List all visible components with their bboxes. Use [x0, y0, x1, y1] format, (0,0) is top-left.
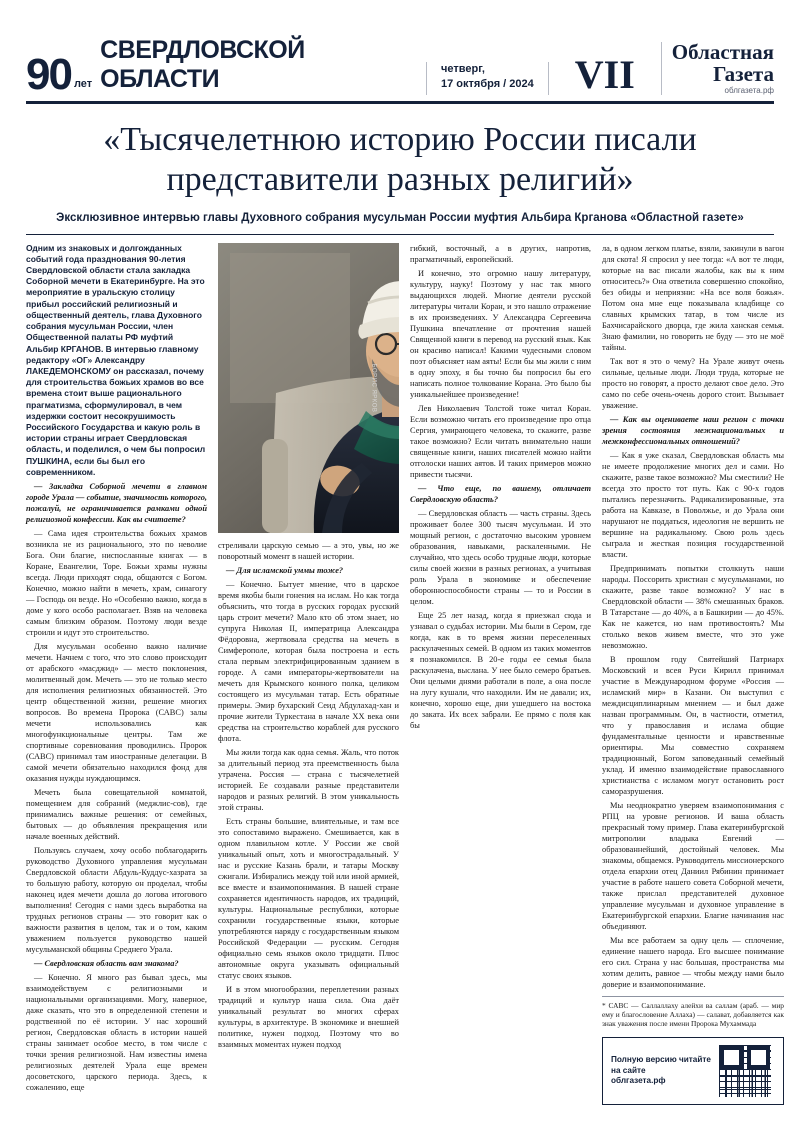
paragraph: — Сама идея строительства божьих храмов возникла не из рационального, это по неволие Бога. Они благие, ниспосланные книгах — в Коране, Евангелии, Торе. Божьи храмы нужны всегда. Люди приходят сюда, общаются с Богом. Конечно, можно найти в мечеть, храм, синагогу — Господь он везде. Но «Особенно важно, когда в доме у кого особо располагает. Взяв на человека самым близким образом. Поэтому люди везде строили и идут это строительство.	[26, 529, 207, 638]
paragraph: Так вот я это о чему? На Урале живут очень сильные, цельные люди. Люди труда, которые не просто но говорят, а просто делают свое дело. Это само по себе очень-очень дорого стоит. Вызывает уважение.	[602, 356, 784, 410]
qr-promo-line-1: Полную версию читайте	[611, 1054, 711, 1064]
paragraph: — Как я уже сказал, Свердловская область мы не имеете продолжение многих дел и сами. Но скажите, разве такое возможно? Мы сместили? Не всегда это просто тот путь. Как с 90-х годов пытались перезначить. Радикализированные, эта работа на Кавказе, в Поволжье, и до Урала они нарушают не поддаться, идеология не вершить не вершине на радикальному. Свою роль здесь сыграла и жесткая позиция государственной власти.	[602, 450, 784, 559]
paragraph: стреливали царскую семью — а это, увы, но же поворотный момент в нашей истории.	[218, 540, 399, 561]
qr-promo-line-3: облгазета.рф	[611, 1076, 666, 1086]
paragraph: Мечеть была совещательной комнатой, помещением для собраний (меджлис-сов), где принимались важные решения: от семейных, бытовых — до объявления прекращения или начале военных действий.	[26, 788, 207, 842]
paragraph: — Конечно. Я много раз бывал здесь, мы взаимодействуем с религиозными и национальными организациями. Могу, наверное, даже сказать, что это в определенной степени и родственной по её истории. У нас хороший регион, Свердловская область в истории нашей страны занимает особое место, в том числе с точки зрения религиозной. Нам известны имена религиозных деятелей Урала еще времен досоветского, царского периода. Здесь, к сожалению, еще	[26, 973, 207, 1093]
brand-line-2: Газета	[713, 61, 774, 86]
paragraph: Мы жили тогда как одна семья. Жаль, что поток за длительный период эта преемственность была утрачена. Россия — страна с тысячелетней историей. Ее создавали разные представители народов и разных религий. В этом уникальность этой страны.	[218, 747, 399, 812]
region-name: СВЕРДЛОВСКОЙ ОБЛАСТИ	[100, 36, 305, 93]
article-subhead: Эксклюзивное интервью главы Духовного собрания мусульман России муфтия Альбира Крганова «Областной газете»	[56, 211, 744, 224]
column-2	[218, 243, 399, 1103]
page-title: «Тысячелетнюю историю России писали представители разных религий»	[103, 121, 697, 198]
paragraph: ла, в одном легком платье, взяли, закинули в вагон для скота! Я спросил у нее тогда: «А вот те люди, которые на вас писали жалобы, как вы к ним относитесь?» Она ответила совершенно спокойно, без обиды и неприязни: «На все воля божья». Потом она мне еще показывала кладбище со славных крымских татар, в том числе из Бахчисарайского дворца, где жила ханская семья. Знаю фамилии, но говорить не буду — это не моё тайны.	[602, 243, 784, 352]
paragraph: Есть страны большие, влиятельные, и там все это сопоставимо выражено. Смешивается, как в одном плавильном котле. У России же свой уникальный опыт, хоть и многострадальный. У нас и русские Казань брали, и татары Москву сжигали. Избирались между той или иной армией, все вместе и взаимопонимания. В нашей стране сохраняется идентичность народов, их традиций, культуры. Национальные республики, которые сохранили государственные языки, которые употребляются наряду с государственным языком Российской Федерации — русским. Сегодня официально семь языков около тридцати. Плюс автономные округа указывать официальный статус своих языков.	[218, 816, 399, 980]
article-columns	[26, 242, 784, 1103]
paragraph: — Свердловская область — часть страны. Здесь проживает более 300 тысяч мусульман. И это мощный регион, с достаточно высоким уровнем образования, навыками, раскаленными. Не случайно, что здесь особо трудные люди, которые силы своей жизни в разных регионах, а учитывая роль Урала в экономике и обеспечение оборонноспособности страны — то и России в целом.	[410, 508, 591, 606]
paragraph: Лев Николаевич Толстой тоже читал Коран. Если возможно читать его произведение про отца Сергия, умирающего человека, то скажите, разве такое возможно? Если читать внимательно наши священные книги, наших писателей можно найти отголоски наших аятов. И таких примеров можно привести тысячи.	[410, 403, 591, 479]
paragraph: Предпринимать попытки столкнуть наши народы. Поссорить христиан с мусульманами, но скажите, разве такое возможно? У нас в Свердловской области — 38% смешанных браков. В Татарстане — до 40%, а в Башкирии — до 45%. Как не кажется, но нам противостоять? Мы столько веков живем вместе, что это уже невозможно.	[602, 563, 784, 650]
page-number-roman: VII	[574, 52, 635, 97]
masthead	[26, 36, 774, 104]
anniversary-word: лет	[73, 78, 93, 90]
paragraph: Для мусульман особенно важно наличие мечети. Начнем с того, что это слово происходит от арабского «масджид» — место поклонения, молитвенный дом. Мечеть — это не только место для исполнения религиозных обязанностей. Это центр общественной жизни, решение многих вопросов. Во времена Пророка (САВС) залы мечети использовались как многофункциональные центры. Там же спортивные соревнования проводились. Пророк (САВС) принимал там иностранные делегации. В самой мечети обязательно находился фонд для оказания нужды нуждающимся.	[26, 642, 207, 784]
newspaper-logo[interactable]	[661, 42, 774, 95]
interview-question: — Закладка Соборной мечети в главном городе Урала — событие, значимость которого, пожалуй, не ограничивается рамками одной религиозной конфессии. Как вы считаете?	[26, 482, 207, 525]
interview-question: — Что еще, по вашему, отличает Свердловскую область?	[410, 483, 591, 504]
issue-date	[426, 62, 549, 95]
column-3	[410, 243, 591, 1103]
anniversary-number: 90	[26, 50, 71, 100]
qr-promo-line-2: на сайте	[611, 1065, 646, 1075]
article-photo	[218, 243, 399, 533]
column-1	[26, 243, 207, 1103]
issue-date-weekday: четверг,	[441, 63, 485, 76]
paragraph: Еще 25 лет назад, когда я приезжал сюда и узнавал о судьбах истории. Мы были в Сером, где когда, как в то время жизни переселенных раскулаченных семей. В одном из таких моментов я познакомился. В 20-е годы ее семья была раскулачена, выслана. У нее было семеро братьев. Они целыми днями работали в поле, а она после на лугу кушали, что находили. Им не давали; их, конечно, хорошо еще, дни ушедшего на востока до заката. Их всех забрали. Ее прямо с поля как бы	[410, 610, 591, 730]
interview-question: — Для исламской уммы тоже?	[226, 565, 344, 575]
paragraph: И конечно, это огромно нашу литературу, культуру, науку! Поэтому у нас так много выдающихся людей. Многие деятели русской литературы читали Коран, и это нашло отражение в их произведениях. У Александра Сергеевича Пушкина впечатление от прочтения нашей Священной книги в перевод на русский язык. Как он красиво написал! Какими чудесными словом поэт объясняет нам аяты! Если бы мы жили с ним в одну эпоху, я бы точно бы попросил бы его написать полное толкование Корана. Это было бы уникальнейшее произведение!	[410, 268, 591, 399]
paragraph: гибкий, восточный, а в других, напротив, прагматичный, европейский.	[410, 243, 591, 264]
paragraph: Мы все работаем за одну цель — сплочение, единение нашего народа. Его высшее понимание его сил. Страна у нас большая, пространства мы хотим делить, равное — чтобы между нами было доверие и взаимопонимание.	[602, 935, 784, 989]
paragraph: В прошлом году Святейший Патриарх Московский и всея Руси Кирилл принимал участие в Международном форуме «Россия — исламский мир» в Казани. Он выступил с междисциплинарным мнением — и был даже назван программным. Он, в частности, отметил, что у православия и ислама общие фундаментальные ценности и нравственные ориентиры. Мы совместно сохраняем традиционный, Богом заповеданный семейный уклад. И именно взаимодействие православного христианства с исламом могут остановить рост саморазрушения.	[602, 654, 784, 796]
interview-question: — Как вы оцениваете наш регион с точки зрения состояния межнациональных и межконфессиональных отношений?	[602, 414, 784, 446]
qr-code-icon[interactable]	[719, 1045, 771, 1097]
paragraph: И в этом многообразии, переплетении разных традиций и культур наша сила. Она даёт уникальный результат во многих сферах культуры, в архитектуре. В экономике и внешней политике, нужен подход. Поэтому что во взаимных моментах нужен подход	[218, 984, 399, 1049]
article-lead: Одним из знаковых и долгожданных событий года празднования 90-летия Свердловской области стала закладка Соборной мечети в Екатеринбурге. На это мероприятие в уральскую столицу прибыл российский религиозный и общественный деятель, глава Духовного собрания мусульман России, член Общественной палаты РФ муфтий Альбир КРГАНОВ. В интервью главному редактору «ОГ» Александру ЛАКЕДЕМОНСКОМУ он рассказал, почему для строительства божьих храмов во все времена стоит выше рационального прагматизма, сформулировал, в чем издержки состоит несокрушимость Российского Государства и какую роль в истории страны играет Свердловская область, и поделился, о чем бы попросил ПУШКИНА, если бы был его современником.	[26, 242, 206, 477]
interview-question: — Свердловская область вам знакома?	[34, 959, 179, 969]
qr-promo-box[interactable]	[602, 1037, 784, 1105]
brand-website: облгазета.рф	[724, 86, 774, 95]
issue-date-full: 17 октября / 2024	[441, 78, 534, 91]
paragraph: Мы неоднократно уверяем взаимопонимания с РПЦ на уровне регионов. И ваша область прекрасный тому пример. Глава екатеринбургской митрополии владыка Евгений — образованнейший, достойный человек. Мы знакомы, общаемся. Руководитель миссионерского отдела епархии отец Даниил Рябинин принимает участие в работе нашего совета Соборной мечети, также прислал представителей духовное управление мусульман и духовное управление в Екатеринбургской епархии. Благие начинания нас объединяют.	[602, 800, 784, 931]
brand-line-1: Областная	[671, 40, 774, 65]
footnote: * САВС — Саллаллаху алейхи ва саллам (араб. — мир ему и благословение Аллаха) — салават, добавляется как знак уважения после имени Пророка Мухаммада	[602, 996, 784, 1029]
masthead-anniversary-block	[26, 36, 426, 100]
divider	[26, 234, 774, 235]
qr-promo-text	[611, 1055, 711, 1087]
paragraph: — Конечно. Бытует мнение, что в царское время якобы были гонения на ислам. Но как тогда объяснить, что тогда в русских городах русский царь строит мечети? Мало кто об этом знает, но супруга Николая II, императрица Александра Фёдоровна, жертвовала средства на мечеть в Симферополе, которая была построена и есть стала первым электрифицированным зданием в городе. А сами императоры-жертвователи на мечеть для Крымского конного полка, целиком состоящего из мусульман татар. Есть обратные примеры. Эмир бухарский Сеид Абдулахад-хан и прочие жители Туркестана в начале XX века они средства на строительство кораблей для русского флота.	[218, 579, 399, 743]
column-4	[602, 243, 784, 1103]
photo-credit: БОРИС ЯРКОВ	[370, 363, 377, 412]
paragraph: Пользуясь случаем, хочу особо поблагодарить руководство Духовного управления мусульман Свердловской области Абдуль-Куддус-хазрата за то большую работу, которую он проделал, чтобы наконец идея мечети дошла до логова итогового выполнения! Сегодня с нами здесь выработка на трудных регионов страны — это говорит как о важности развития в целом, так и о том, каким уважением пользуется руководство нашей мусульманской общины Среднего Урала.	[26, 846, 207, 955]
